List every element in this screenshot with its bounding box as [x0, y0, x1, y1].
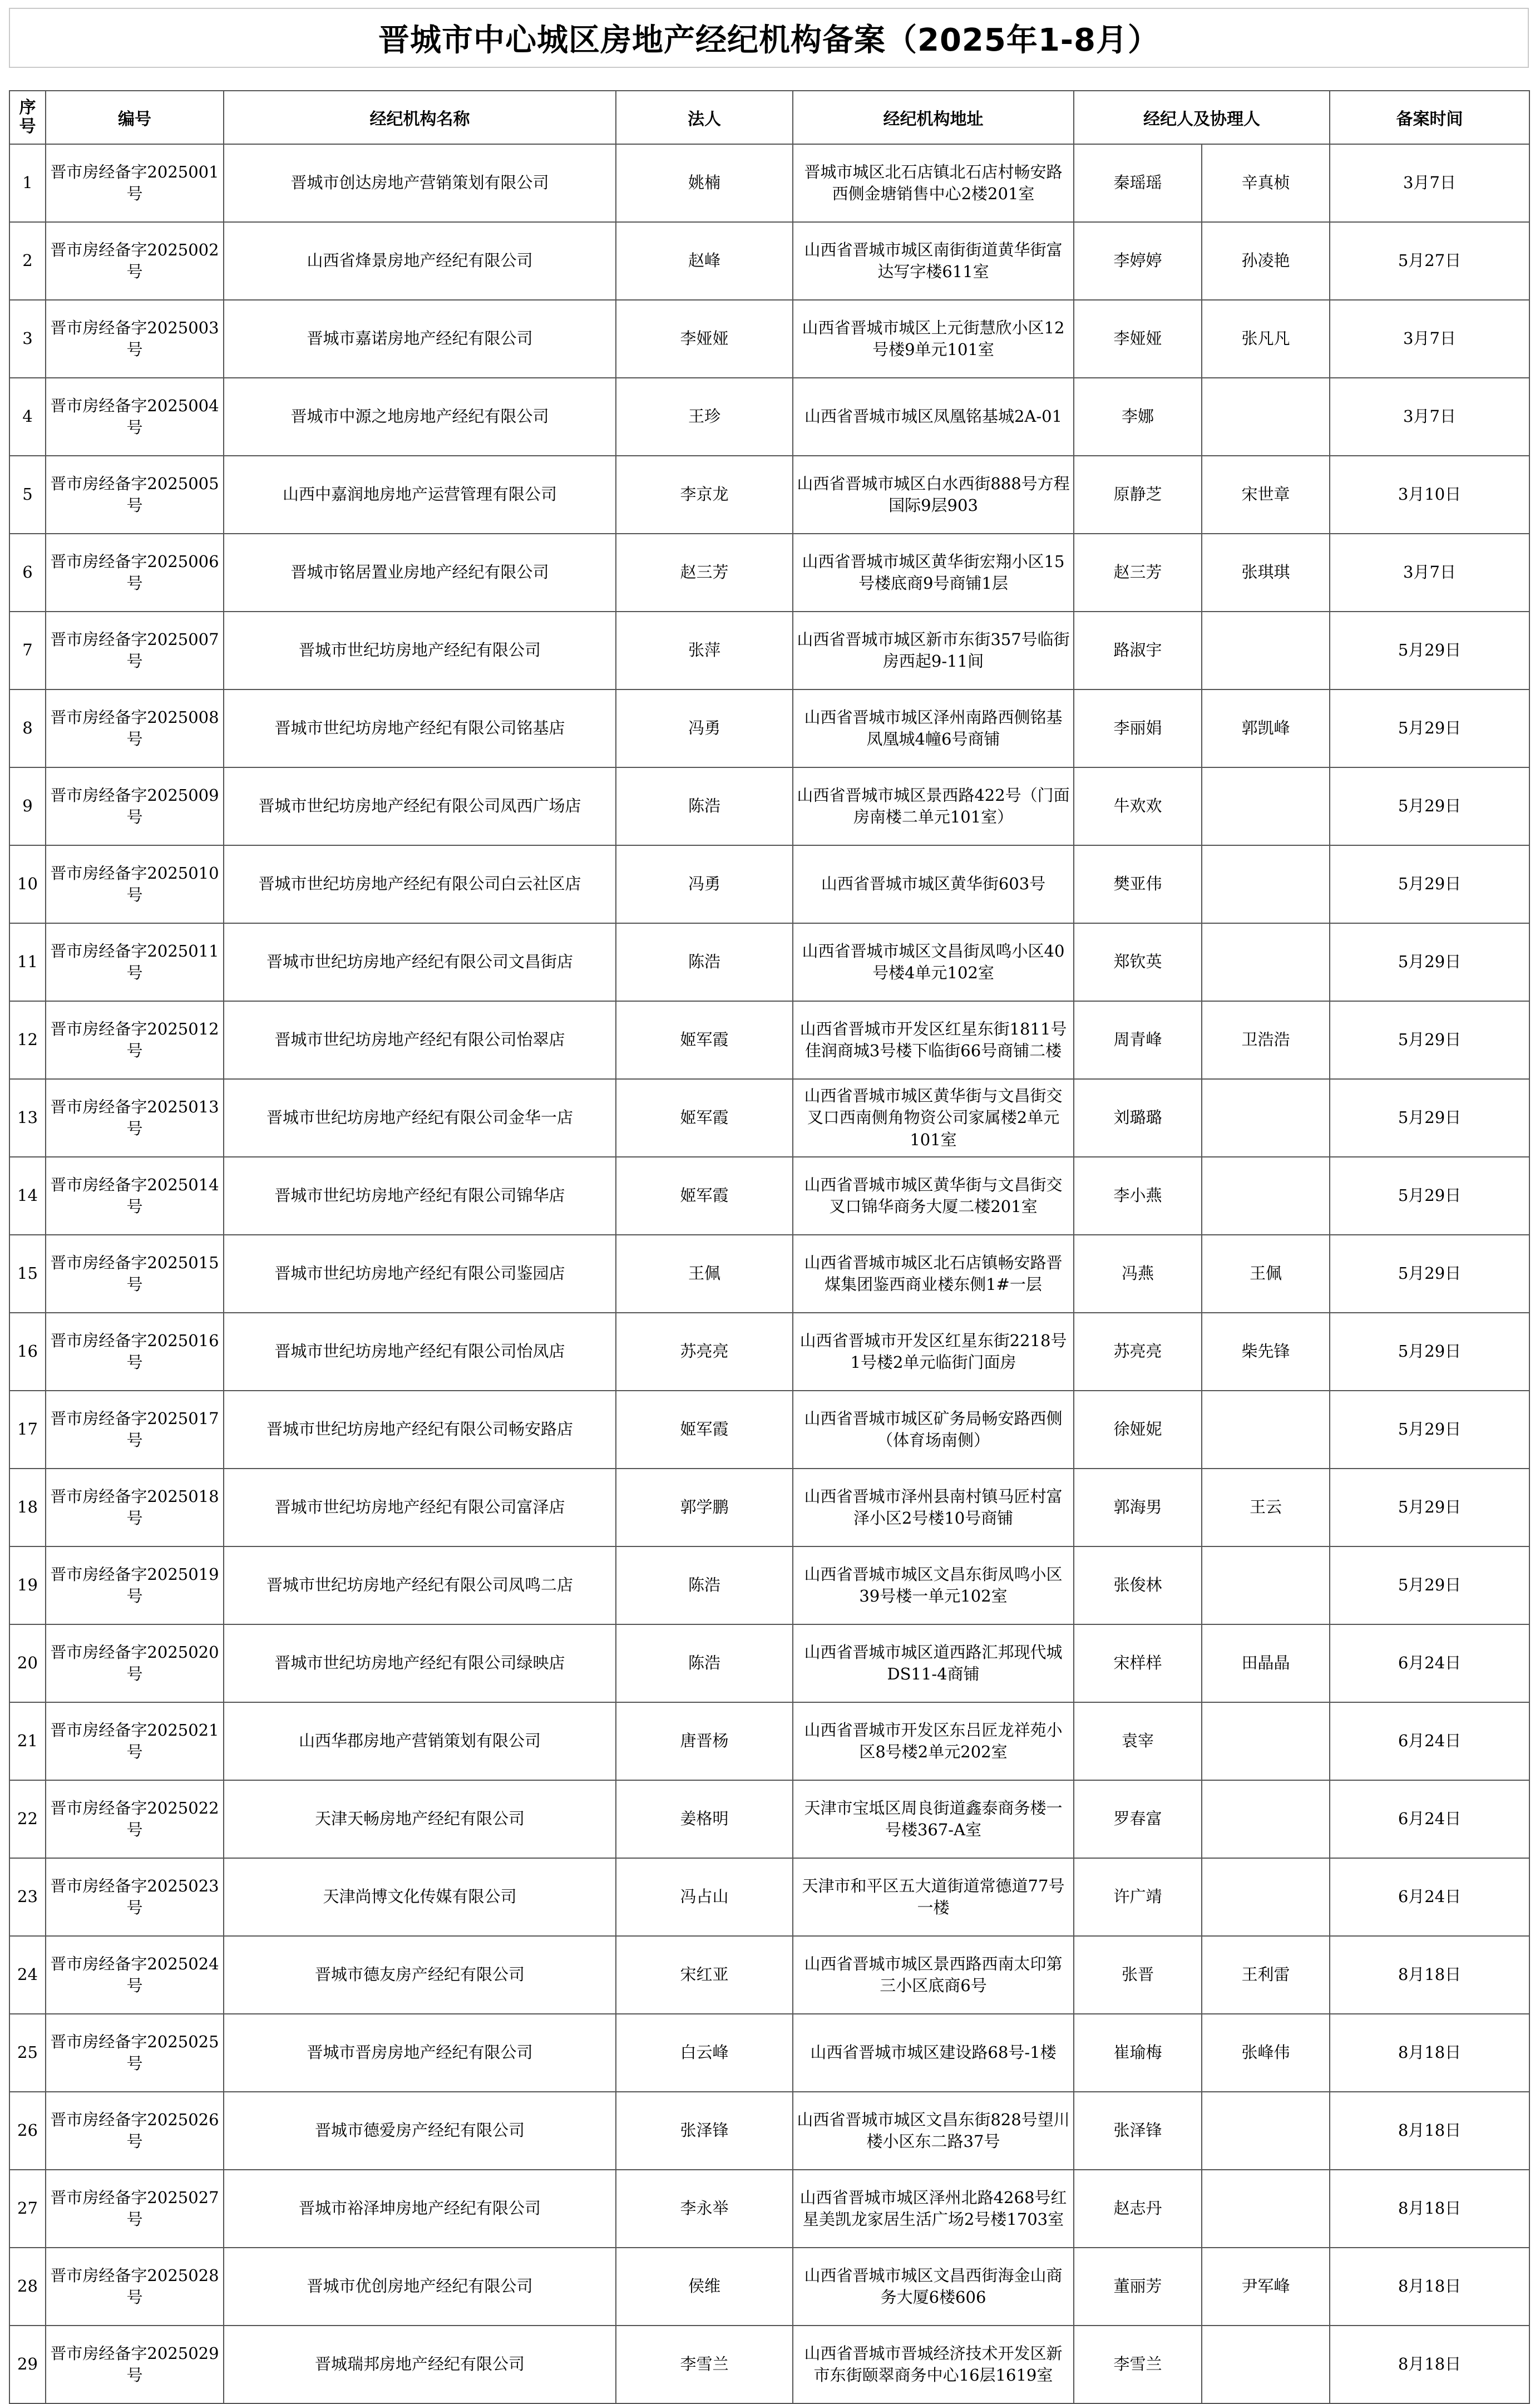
cell-legal-person: 李娅娅 [616, 300, 793, 378]
cell-legal-person: 赵峰 [616, 222, 793, 300]
table-row [9, 845, 1529, 923]
cell-seq: 12 [9, 1001, 46, 1079]
cell-code: 晋市房经备字2025027号 [46, 2170, 224, 2248]
cell-legal-person: 李京龙 [616, 456, 793, 534]
cell-address: 山西省晋城市城区景西路西南太印第三小区底商6号 [793, 1936, 1074, 2014]
cell-agent: 李娜 [1074, 378, 1202, 456]
cell-code: 晋市房经备字2025005号 [46, 456, 224, 534]
cell-agency-name: 晋城市中源之地房地产经纪有限公司 [224, 378, 616, 456]
cell-agent: 赵三芳 [1074, 534, 1202, 612]
cell-legal-person: 姬军霞 [616, 1001, 793, 1079]
cell-seq: 27 [9, 2170, 46, 2248]
cell-agency-name: 晋城市裕泽坤房地产经纪有限公司 [224, 2170, 616, 2248]
cell-legal-person: 苏亮亮 [616, 1313, 793, 1391]
cell-legal-person: 冯占山 [616, 1858, 793, 1936]
cell-assistant: 辛真桢 [1202, 144, 1330, 222]
cell-agency-name: 山西华郡房地产营销策划有限公司 [224, 1702, 616, 1780]
registration-table [9, 90, 1530, 2404]
cell-agency-name: 晋城市世纪坊房地产经纪有限公司怡凤店 [224, 1313, 616, 1391]
cell-seq: 17 [9, 1391, 46, 1469]
cell-agent: 牛欢欢 [1074, 767, 1202, 845]
table-row [9, 1546, 1529, 1624]
cell-date: 6月24日 [1330, 1624, 1529, 1702]
cell-code: 晋市房经备字2025009号 [46, 767, 224, 845]
cell-code: 晋市房经备字2025016号 [46, 1313, 224, 1391]
cell-date: 8月18日 [1330, 2014, 1529, 2092]
cell-seq: 14 [9, 1157, 46, 1235]
cell-agent: 郭海男 [1074, 1469, 1202, 1546]
cell-agency-name: 天津天畅房地产经纪有限公司 [224, 1780, 616, 1858]
cell-legal-person: 宋红亚 [616, 1936, 793, 2014]
cell-seq: 7 [9, 612, 46, 689]
cell-agency-name: 晋城市世纪坊房地产经纪有限公司白云社区店 [224, 845, 616, 923]
table-row [9, 534, 1529, 612]
cell-agency-name: 山西省烽景房地产经纪有限公司 [224, 222, 616, 300]
cell-address: 天津市宝坻区周良街道鑫泰商务楼一号楼367-A室 [793, 1780, 1074, 1858]
cell-date: 5月29日 [1330, 689, 1529, 767]
cell-assistant [1202, 767, 1330, 845]
cell-seq: 9 [9, 767, 46, 845]
cell-assistant [1202, 1157, 1330, 1235]
cell-seq: 19 [9, 1546, 46, 1624]
cell-agency-name: 晋城市世纪坊房地产经纪有限公司凤鸣二店 [224, 1546, 616, 1624]
cell-legal-person: 赵三芳 [616, 534, 793, 612]
cell-assistant: 张峰伟 [1202, 2014, 1330, 2092]
cell-assistant [1202, 378, 1330, 456]
cell-assistant: 王利雷 [1202, 1936, 1330, 2014]
cell-legal-person: 陈浩 [616, 1624, 793, 1702]
cell-address: 山西省晋城市城区黄华街603号 [793, 845, 1074, 923]
cell-assistant: 柴先锋 [1202, 1313, 1330, 1391]
cell-assistant: 尹军峰 [1202, 2248, 1330, 2326]
cell-date: 8月18日 [1330, 2092, 1529, 2170]
cell-date: 3月7日 [1330, 378, 1529, 456]
cell-code: 晋市房经备字2025008号 [46, 689, 224, 767]
cell-address: 山西省晋城市城区北石店镇畅安路晋煤集团鉴西商业楼东侧1#一层 [793, 1235, 1074, 1313]
cell-seq: 4 [9, 378, 46, 456]
table-row [9, 456, 1529, 534]
cell-agent: 张晋 [1074, 1936, 1202, 2014]
cell-legal-person: 姬军霞 [616, 1391, 793, 1469]
table-row [9, 1079, 1529, 1157]
cell-code: 晋市房经备字2025019号 [46, 1546, 224, 1624]
cell-seq: 6 [9, 534, 46, 612]
cell-agency-name: 晋城市优创房地产经纪有限公司 [224, 2248, 616, 2326]
table-row [9, 1858, 1529, 1936]
cell-date: 5月29日 [1330, 1313, 1529, 1391]
cell-legal-person: 姜格明 [616, 1780, 793, 1858]
cell-address: 山西省晋城市泽州县南村镇马匠村富泽小区2号楼10号商铺 [793, 1469, 1074, 1546]
table-row [9, 1313, 1529, 1391]
cell-code: 晋市房经备字2025023号 [46, 1858, 224, 1936]
cell-date: 5月29日 [1330, 1001, 1529, 1079]
cell-date: 6月24日 [1330, 1858, 1529, 1936]
cell-agency-name: 晋城市世纪坊房地产经纪有限公司鉴园店 [224, 1235, 616, 1313]
header-address: 经纪机构地址 [793, 91, 1074, 144]
cell-address: 山西省晋城市城区文昌东街828号望川楼小区东二路37号 [793, 2092, 1074, 2170]
cell-legal-person: 陈浩 [616, 767, 793, 845]
cell-assistant: 王佩 [1202, 1235, 1330, 1313]
cell-date: 8月18日 [1330, 2170, 1529, 2248]
cell-agent: 罗春富 [1074, 1780, 1202, 1858]
table-body [9, 144, 1529, 2403]
cell-agency-name: 晋城市世纪坊房地产经纪有限公司 [224, 612, 616, 689]
cell-address: 山西省晋城市城区新市东街357号临街房西起9-11间 [793, 612, 1074, 689]
cell-assistant [1202, 1702, 1330, 1780]
cell-agent: 徐娅妮 [1074, 1391, 1202, 1469]
table-row [9, 2248, 1529, 2326]
cell-agency-name: 晋城市德爱房产经纪有限公司 [224, 2092, 616, 2170]
cell-date: 5月29日 [1330, 845, 1529, 923]
table-row [9, 378, 1529, 456]
cell-code: 晋市房经备字2025015号 [46, 1235, 224, 1313]
table-row [9, 767, 1529, 845]
cell-code: 晋市房经备字2025007号 [46, 612, 224, 689]
cell-agency-name: 山西中嘉润地房地产运营管理有限公司 [224, 456, 616, 534]
cell-seq: 3 [9, 300, 46, 378]
cell-seq: 13 [9, 1079, 46, 1157]
cell-seq: 2 [9, 222, 46, 300]
table-row [9, 1157, 1529, 1235]
cell-agent: 董丽芳 [1074, 2248, 1202, 2326]
cell-seq: 28 [9, 2248, 46, 2326]
cell-date: 5月29日 [1330, 923, 1529, 1001]
cell-agent: 崔瑜梅 [1074, 2014, 1202, 2092]
cell-assistant [1202, 1079, 1330, 1157]
cell-assistant: 郭凯峰 [1202, 689, 1330, 767]
cell-seq: 18 [9, 1469, 46, 1546]
cell-address: 山西省晋城市城区白水西街888号方程国际9层903 [793, 456, 1074, 534]
cell-seq: 26 [9, 2092, 46, 2170]
cell-seq: 5 [9, 456, 46, 534]
cell-agent: 郑钦英 [1074, 923, 1202, 1001]
cell-seq: 10 [9, 845, 46, 923]
cell-address: 山西省晋城市城区黄华街宏翔小区15号楼底商9号商铺1层 [793, 534, 1074, 612]
cell-date: 5月29日 [1330, 1546, 1529, 1624]
cell-address: 山西省晋城市城区上元街慧欣小区12号楼9单元101室 [793, 300, 1074, 378]
cell-agent: 李婷婷 [1074, 222, 1202, 300]
cell-agency-name: 晋城市德友房产经纪有限公司 [224, 1936, 616, 2014]
cell-legal-person: 侯维 [616, 2248, 793, 2326]
header-name: 经纪机构名称 [224, 91, 616, 144]
cell-assistant: 张凡凡 [1202, 300, 1330, 378]
cell-seq: 21 [9, 1702, 46, 1780]
cell-code: 晋市房经备字2025025号 [46, 2014, 224, 2092]
cell-date: 8月18日 [1330, 2248, 1529, 2326]
cell-agency-name: 晋城市世纪坊房地产经纪有限公司文昌街店 [224, 923, 616, 1001]
cell-code: 晋市房经备字2025022号 [46, 1780, 224, 1858]
header-date: 备案时间 [1330, 91, 1529, 144]
cell-assistant: 宋世章 [1202, 456, 1330, 534]
page-title: 晋城市中心城区房地产经纪机构备案（2025年1-8月） [378, 22, 1160, 58]
cell-assistant [1202, 1391, 1330, 1469]
table-row [9, 2092, 1529, 2170]
cell-code: 晋市房经备字2025002号 [46, 222, 224, 300]
cell-assistant [1202, 2326, 1330, 2403]
cell-date: 5月29日 [1330, 1391, 1529, 1469]
header-legal: 法人 [616, 91, 793, 144]
cell-agent: 许广靖 [1074, 1858, 1202, 1936]
title-box [9, 8, 1529, 68]
table-row [9, 1702, 1529, 1780]
cell-code: 晋市房经备字2025014号 [46, 1157, 224, 1235]
cell-date: 5月27日 [1330, 222, 1529, 300]
cell-date: 6月24日 [1330, 1702, 1529, 1780]
cell-date: 5月29日 [1330, 767, 1529, 845]
cell-agency-name: 晋城市嘉诺房地产经纪有限公司 [224, 300, 616, 378]
cell-assistant [1202, 612, 1330, 689]
cell-agent: 秦瑶瑶 [1074, 144, 1202, 222]
cell-address: 山西省晋城市城区景西路422号（门面房南楼二单元101室） [793, 767, 1074, 845]
cell-address: 山西省晋城市城区矿务局畅安路西侧（体育场南侧） [793, 1391, 1074, 1469]
cell-legal-person: 冯勇 [616, 845, 793, 923]
cell-date: 3月7日 [1330, 144, 1529, 222]
cell-assistant [1202, 923, 1330, 1001]
cell-seq: 23 [9, 1858, 46, 1936]
cell-address: 山西省晋城市开发区红星东街1811号佳润商城3号楼下临街66号商铺二楼 [793, 1001, 1074, 1079]
cell-agent: 刘璐璐 [1074, 1079, 1202, 1157]
cell-code: 晋市房经备字2025024号 [46, 1936, 224, 2014]
cell-code: 晋市房经备字2025012号 [46, 1001, 224, 1079]
table-row [9, 2326, 1529, 2403]
cell-legal-person: 李雪兰 [616, 2326, 793, 2403]
cell-assistant: 张琪琪 [1202, 534, 1330, 612]
cell-code: 晋市房经备字2025001号 [46, 144, 224, 222]
cell-agent: 宋样样 [1074, 1624, 1202, 1702]
cell-agency-name: 晋城市世纪坊房地产经纪有限公司畅安路店 [224, 1391, 616, 1469]
cell-date: 8月18日 [1330, 1936, 1529, 2014]
cell-seq: 24 [9, 1936, 46, 2014]
cell-agent: 李丽娟 [1074, 689, 1202, 767]
cell-agent: 李小燕 [1074, 1157, 1202, 1235]
cell-agency-name: 晋城市世纪坊房地产经纪有限公司富泽店 [224, 1469, 616, 1546]
cell-date: 5月29日 [1330, 1469, 1529, 1546]
cell-agent: 周青峰 [1074, 1001, 1202, 1079]
cell-agent: 张俊林 [1074, 1546, 1202, 1624]
cell-agency-name: 晋城瑞邦房地产经纪有限公司 [224, 2326, 616, 2403]
table-row [9, 1780, 1529, 1858]
table-header-row [9, 91, 1529, 144]
cell-code: 晋市房经备字2025021号 [46, 1702, 224, 1780]
cell-seq: 25 [9, 2014, 46, 2092]
cell-address: 山西省晋城市城区文昌西街海金山商务大厦6楼606 [793, 2248, 1074, 2326]
cell-address: 山西省晋城市城区文昌东街凤鸣小区39号楼一单元102室 [793, 1546, 1074, 1624]
cell-address: 山西省晋城市城区黄华街与文昌街交叉口锦华商务大厦二楼201室 [793, 1157, 1074, 1235]
cell-agency-name: 晋城市世纪坊房地产经纪有限公司凤西广场店 [224, 767, 616, 845]
cell-address: 山西省晋城市城区凤凰铭基城2A-01 [793, 378, 1074, 456]
cell-address: 山西省晋城市城区南街街道黄华街富达写字楼611室 [793, 222, 1074, 300]
cell-address: 山西省晋城市城区建设路68号-1楼 [793, 2014, 1074, 2092]
cell-legal-person: 冯勇 [616, 689, 793, 767]
cell-address: 山西省晋城市城区黄华街与文昌街交叉口西南侧角物资公司家属楼2单元101室 [793, 1079, 1074, 1157]
cell-legal-person: 李永举 [616, 2170, 793, 2248]
header-agents: 经纪人及协理人 [1074, 91, 1330, 144]
cell-address: 山西省晋城市城区文昌街凤鸣小区40号楼4单元102室 [793, 923, 1074, 1001]
cell-legal-person: 陈浩 [616, 1546, 793, 1624]
cell-seq: 11 [9, 923, 46, 1001]
cell-assistant [1202, 2092, 1330, 2170]
cell-agency-name: 晋城市世纪坊房地产经纪有限公司绿映店 [224, 1624, 616, 1702]
cell-legal-person: 姚楠 [616, 144, 793, 222]
cell-seq: 15 [9, 1235, 46, 1313]
cell-code: 晋市房经备字2025020号 [46, 1624, 224, 1702]
cell-seq: 29 [9, 2326, 46, 2403]
cell-code: 晋市房经备字2025026号 [46, 2092, 224, 2170]
cell-address: 山西省晋城市开发区东吕匠龙祥苑小区8号楼2单元202室 [793, 1702, 1074, 1780]
cell-legal-person: 王珍 [616, 378, 793, 456]
cell-agency-name: 晋城市世纪坊房地产经纪有限公司铭基店 [224, 689, 616, 767]
table-row [9, 144, 1529, 222]
cell-seq: 16 [9, 1313, 46, 1391]
cell-date: 5月29日 [1330, 1079, 1529, 1157]
cell-legal-person: 王佩 [616, 1235, 793, 1313]
cell-seq: 20 [9, 1624, 46, 1702]
cell-date: 5月29日 [1330, 1235, 1529, 1313]
cell-legal-person: 张萍 [616, 612, 793, 689]
table-row [9, 923, 1529, 1001]
header-code: 编号 [46, 91, 224, 144]
cell-address: 天津市和平区五大道街道常德道77号一楼 [793, 1858, 1074, 1936]
cell-agent: 苏亮亮 [1074, 1313, 1202, 1391]
cell-address: 山西省晋城市城区泽州北路4268号红星美凯龙家居生活广场2号楼1703室 [793, 2170, 1074, 2248]
cell-legal-person: 郭学鹏 [616, 1469, 793, 1546]
table-row [9, 1624, 1529, 1702]
cell-legal-person: 姬军霞 [616, 1157, 793, 1235]
cell-assistant [1202, 845, 1330, 923]
cell-address: 晋城市城区北石店镇北石店村畅安路西侧金塘销售中心2楼201室 [793, 144, 1074, 222]
cell-code: 晋市房经备字2025003号 [46, 300, 224, 378]
cell-agency-name: 晋城市世纪坊房地产经纪有限公司锦华店 [224, 1157, 616, 1235]
cell-date: 8月18日 [1330, 2326, 1529, 2403]
cell-date: 3月10日 [1330, 456, 1529, 534]
cell-code: 晋市房经备字2025011号 [46, 923, 224, 1001]
cell-seq: 1 [9, 144, 46, 222]
cell-agent: 袁宰 [1074, 1702, 1202, 1780]
cell-agent: 冯燕 [1074, 1235, 1202, 1313]
cell-assistant [1202, 1780, 1330, 1858]
cell-agent: 路淑宇 [1074, 612, 1202, 689]
cell-agency-name: 晋城市晋房房地产经纪有限公司 [224, 2014, 616, 2092]
cell-assistant [1202, 1546, 1330, 1624]
cell-code: 晋市房经备字2025018号 [46, 1469, 224, 1546]
cell-agent: 李雪兰 [1074, 2326, 1202, 2403]
cell-code: 晋市房经备字2025006号 [46, 534, 224, 612]
cell-legal-person: 陈浩 [616, 923, 793, 1001]
cell-agency-name: 晋城市世纪坊房地产经纪有限公司怡翠店 [224, 1001, 616, 1079]
cell-address: 山西省晋城市城区泽州南路西侧铭基凤凰城4幢6号商铺 [793, 689, 1074, 767]
cell-code: 晋市房经备字2025004号 [46, 378, 224, 456]
cell-agent: 张泽锋 [1074, 2092, 1202, 2170]
cell-code: 晋市房经备字2025013号 [46, 1079, 224, 1157]
table-row [9, 2170, 1529, 2248]
cell-legal-person: 张泽锋 [616, 2092, 793, 2170]
table-row [9, 1001, 1529, 1079]
cell-seq: 22 [9, 1780, 46, 1858]
cell-legal-person: 姬军霞 [616, 1079, 793, 1157]
cell-address: 山西省晋城市城区道西路汇邦现代城DS11-4商铺 [793, 1624, 1074, 1702]
cell-address: 山西省晋城市晋城经济技术开发区新市东街颐翠商务中心16层1619室 [793, 2326, 1074, 2403]
table-row [9, 1235, 1529, 1313]
cell-code: 晋市房经备字2025029号 [46, 2326, 224, 2403]
table-row [9, 612, 1529, 689]
cell-date: 6月24日 [1330, 1780, 1529, 1858]
cell-address: 山西省晋城市开发区红星东街2218号1号楼2单元临街门面房 [793, 1313, 1074, 1391]
cell-assistant: 卫浩浩 [1202, 1001, 1330, 1079]
table-row [9, 1391, 1529, 1469]
cell-agency-name: 晋城市世纪坊房地产经纪有限公司金华一店 [224, 1079, 616, 1157]
cell-code: 晋市房经备字2025010号 [46, 845, 224, 923]
table-row [9, 300, 1529, 378]
cell-agent: 樊亚伟 [1074, 845, 1202, 923]
table-row [9, 1469, 1529, 1546]
cell-assistant [1202, 1858, 1330, 1936]
cell-date: 3月7日 [1330, 534, 1529, 612]
cell-agency-name: 天津尚博文化传媒有限公司 [224, 1858, 616, 1936]
cell-agent: 赵志丹 [1074, 2170, 1202, 2248]
table-row [9, 2014, 1529, 2092]
cell-date: 5月29日 [1330, 1157, 1529, 1235]
cell-code: 晋市房经备字2025028号 [46, 2248, 224, 2326]
cell-date: 3月7日 [1330, 300, 1529, 378]
cell-agent: 原静芝 [1074, 456, 1202, 534]
cell-assistant: 王云 [1202, 1469, 1330, 1546]
cell-assistant [1202, 2170, 1330, 2248]
table-row [9, 1936, 1529, 2014]
cell-legal-person: 白云峰 [616, 2014, 793, 2092]
cell-assistant: 孙凌艳 [1202, 222, 1330, 300]
cell-code: 晋市房经备字2025017号 [46, 1391, 224, 1469]
cell-agency-name: 晋城市创达房地产营销策划有限公司 [224, 144, 616, 222]
cell-date: 5月29日 [1330, 612, 1529, 689]
cell-agency-name: 晋城市铭居置业房地产经纪有限公司 [224, 534, 616, 612]
cell-agent: 李娅娅 [1074, 300, 1202, 378]
cell-legal-person: 唐晋杨 [616, 1702, 793, 1780]
table-row [9, 222, 1529, 300]
table-row [9, 689, 1529, 767]
cell-assistant: 田晶晶 [1202, 1624, 1330, 1702]
cell-seq: 8 [9, 689, 46, 767]
header-seq: 序号 [9, 91, 46, 144]
